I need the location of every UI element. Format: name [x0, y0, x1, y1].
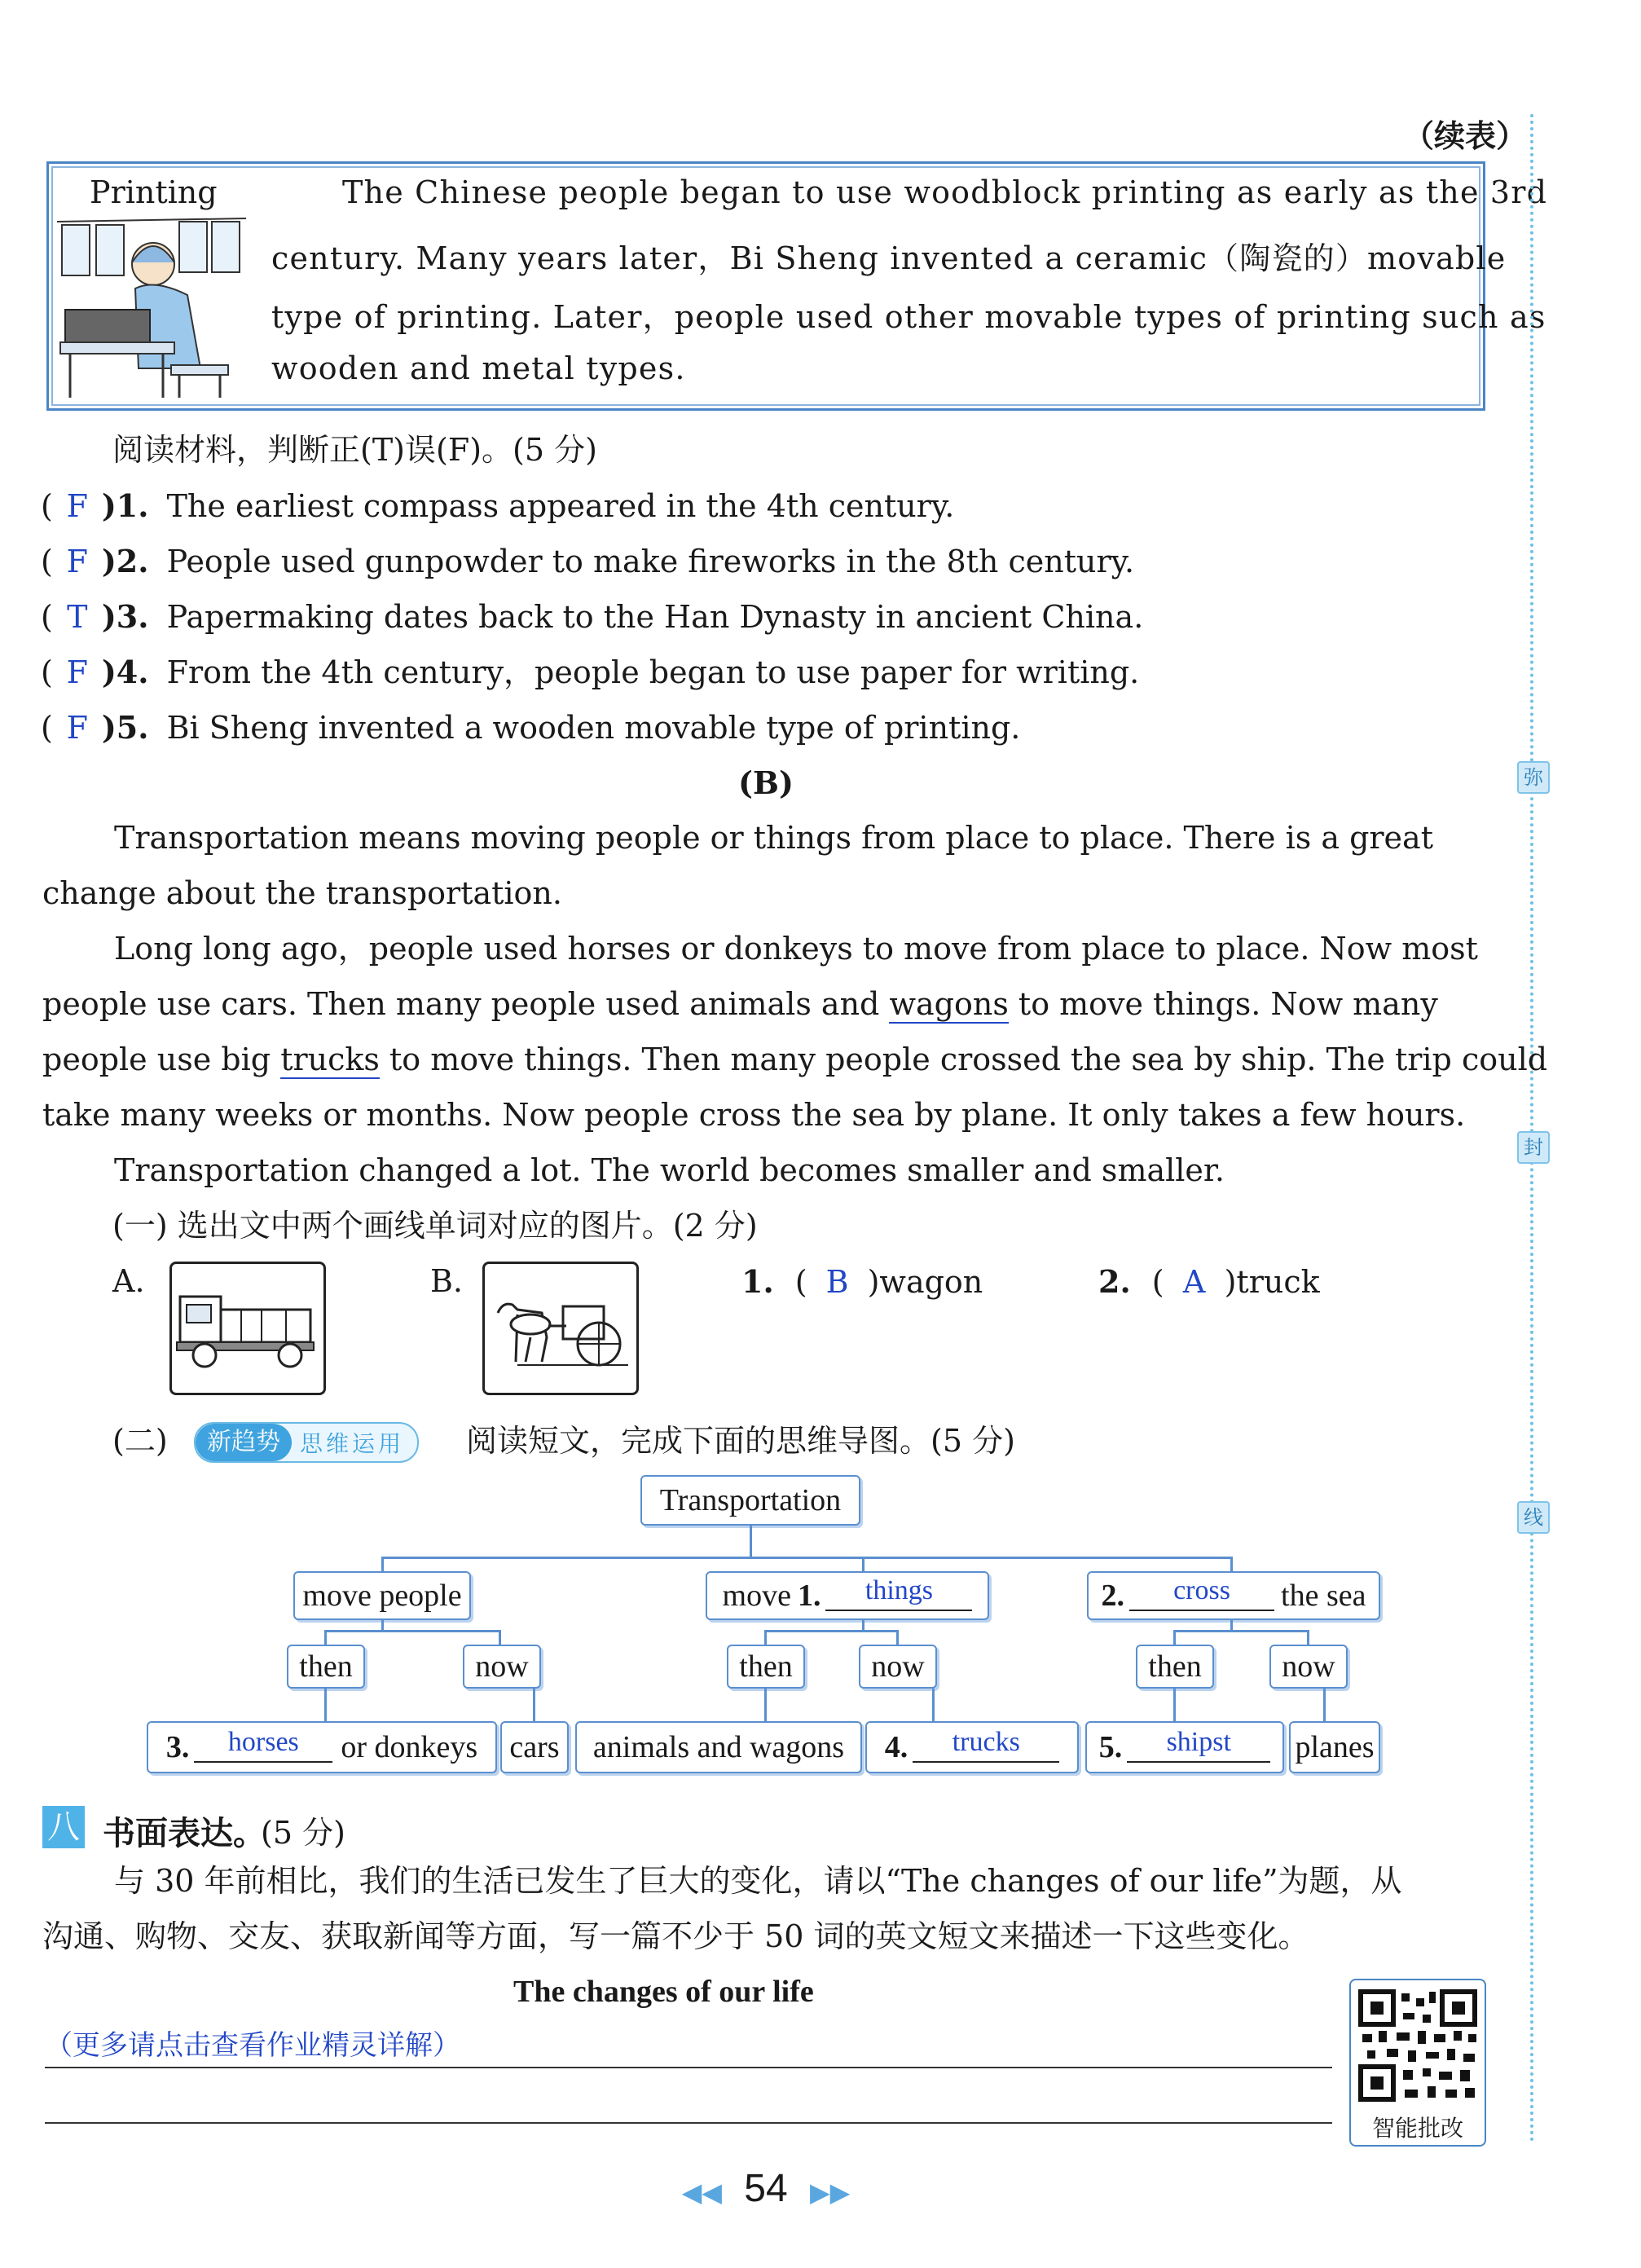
qr-label: 智能批改: [1371, 2115, 1463, 2142]
sub1-question-2: 2. ( A )truck: [1098, 1263, 1320, 1300]
page-number: ◀◀ 54 ▶▶: [681, 2167, 851, 2210]
underlined-word-trucks: trucks: [280, 1042, 380, 1077]
tf-item: ( T )3. Papermaking dates back to the Han Dynasty in ancient China.: [41, 598, 1144, 635]
printing-title: Printing: [90, 174, 218, 210]
tf-instruction: 阅读材料，判断正(T)误(F)。(5 分): [112, 432, 597, 468]
next-arrows-icon: ▶▶: [810, 2178, 851, 2207]
passage-line: people use cars. Then many people used animals and wagons to move things. Now many: [42, 986, 1438, 1022]
continued-label: （续表）: [1402, 117, 1527, 154]
margin-tab: 线: [1517, 1501, 1550, 1534]
section-8-badge: 八: [42, 1806, 85, 1848]
binding-margin-line: [1530, 114, 1533, 2143]
badge-sub: 思维运用: [300, 1430, 405, 1457]
passage-line: change about the transportation.: [42, 875, 562, 911]
mm-now: now: [1269, 1645, 1348, 1689]
passage-line: Transportation means moving people or things from place to place. There is a great: [114, 820, 1433, 856]
section-8-score: (5 分): [261, 1815, 345, 1851]
passage-line: people use big trucks to move things. Then many people crossed the sea by ship. The trip could: [42, 1042, 1548, 1077]
mm-then: then: [287, 1645, 365, 1689]
sub1-question-1: 1. ( B )wagon: [741, 1263, 983, 1300]
tf-item: ( F )2. People used gunpowder to make fireworks in the 8th century.: [41, 543, 1135, 579]
tf-answer: F: [66, 654, 89, 690]
sub2-prefix: (二): [112, 1423, 168, 1459]
mm-leaf-ship: 5. shipst: [1085, 1721, 1284, 1773]
mm-leaf-horses: 3. horses or donkeys: [147, 1721, 497, 1773]
mm-now: now: [463, 1645, 541, 1689]
mm-blank-3[interactable]: horses: [194, 1732, 332, 1763]
writing-line[interactable]: [45, 2122, 1332, 2124]
mm-now: now: [859, 1645, 937, 1689]
passage-line: Long long ago，people used horses or donkeys to move from place to place. Now most: [114, 931, 1478, 967]
tf-answer: F: [66, 544, 89, 579]
passage-line: Transportation changed a lot. The world becomes smaller and smaller.: [114, 1152, 1225, 1188]
essay-prompt-line: 沟通、购物、交友、获取新闻等方面，写一篇不少于 50 词的英文短文来描述一下这些变化。: [42, 1918, 1309, 1954]
tf-answer: F: [66, 488, 89, 524]
margin-tab: 封: [1517, 1131, 1550, 1164]
badge-main: 新趋势: [196, 1424, 292, 1461]
printing-illustration: [57, 214, 246, 399]
more-details-link[interactable]: （更多请点击查看作业精灵详解）: [45, 2029, 460, 2062]
tf-item: ( F )5. Bi Sheng invented a wooden movable type of printing.: [41, 709, 1021, 746]
option-a-label: A.: [112, 1263, 145, 1299]
wagon-image: [482, 1262, 639, 1395]
mm-then: then: [1136, 1645, 1214, 1689]
writing-line[interactable]: [45, 2067, 1332, 2068]
underlined-word-wagons: wagons: [889, 986, 1009, 1022]
mm-blank-4[interactable]: trucks: [913, 1732, 1059, 1763]
section-8-title: 书面表达。: [103, 1815, 266, 1852]
mm-branch-cross-sea: 2. cross the sea: [1087, 1571, 1380, 1620]
mm-blank-5[interactable]: shipst: [1127, 1732, 1270, 1763]
essay-title: The changes of our life: [513, 1975, 814, 2009]
mm-branch-move-things: move 1. things: [706, 1571, 989, 1620]
mm-then: then: [727, 1645, 805, 1689]
mm-leaf-cars: cars: [500, 1721, 569, 1773]
printing-line: century. Many years later，Bi Sheng invented a ceramic（陶瓷的）movable: [271, 240, 1507, 276]
printing-line: The Chinese people began to use woodblock printing as early as the 3rd: [342, 174, 1548, 210]
sub1-instruction: (一) 选出文中两个画线单词对应的图片。(2 分): [112, 1208, 758, 1244]
mm-blank-2[interactable]: cross: [1129, 1580, 1274, 1611]
essay-prompt-line: 与 30 年前相比，我们的生活已发生了巨大的变化，请以“The changes of our life”为题，从: [114, 1863, 1402, 1899]
new-trend-badge: [194, 1422, 419, 1463]
mm-leaf-planes: planes: [1289, 1721, 1380, 1773]
mm-root: Transportation: [640, 1475, 860, 1526]
sub1-answer-2: A: [1182, 1264, 1206, 1300]
sub2-instruction: 阅读短文，完成下面的思维导图。(5 分): [466, 1423, 1015, 1459]
prev-arrows-icon: ◀◀: [681, 2178, 722, 2207]
sub1-answer-1: B: [825, 1264, 849, 1300]
margin-tab: 弥: [1517, 761, 1550, 794]
tf-item: ( F )4. From the 4th century，people began to use paper for writing.: [41, 654, 1140, 690]
tf-answer: T: [67, 599, 88, 635]
tf-item: ( F )1. The earliest compass appeared in the 4th century.: [41, 487, 955, 524]
mm-leaf-trucks: 4. trucks: [865, 1721, 1079, 1773]
mm-blank-1[interactable]: things: [825, 1580, 972, 1611]
tf-answer: F: [66, 710, 89, 746]
part-b-label: (B): [737, 764, 794, 801]
option-b-label: B.: [430, 1263, 464, 1299]
mm-branch-move-people: move people: [293, 1571, 471, 1620]
passage-line: take many weeks or months. Now people cross the sea by plane. It only takes a few hours.: [42, 1097, 1466, 1133]
truck-image: [169, 1262, 326, 1395]
mm-leaf-animals: animals and wagons: [575, 1721, 862, 1773]
printing-line: wooden and metal types.: [271, 350, 686, 386]
printing-line: type of printing. Later，people used other movable types of printing such as: [271, 299, 1546, 335]
